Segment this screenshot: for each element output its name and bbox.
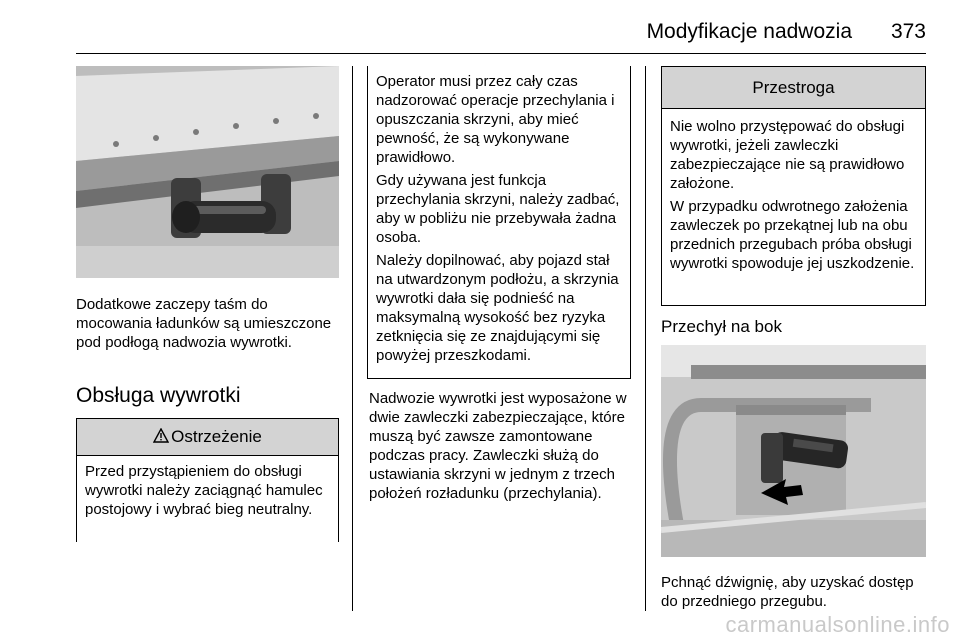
caution-box [661, 66, 926, 306]
column-divider-1 [352, 66, 353, 611]
notice-paragraph: Operator musi przez cały czas nadzorować operacje przechylania i opuszczania skrzyni, aby mieć pewność, że są wykonywane prawidłowo. [376, 73, 615, 166]
caution-paragraph: W przypadku odwrotnego założenia zawleczek po przekątnej lub na obu przednich przegubach próba obsługi wywrotki spowoduje jej uszkodzenie. [670, 198, 915, 272]
sub-heading: Przechył na bok [661, 317, 782, 336]
header-divider [76, 53, 926, 54]
tie-down-hook-photo [76, 66, 339, 278]
warning-text: Przed przystąpieniem do obsługi wywrotki należy zaciągnąć hamulec postojowy i wybrać bieg neutralny. [85, 463, 323, 518]
page-title: Modyfikacje nadwozia [646, 20, 852, 43]
caution-text [662, 109, 925, 273]
tipper-pins-paragraph: Nadwozie wywrotki jest wyposażone w dwie zawleczki zabezpieczające, które muszą być zawsze zamontowane podczas pracy. Zawleczki służą do ustawiania skrzyni w jednym z trzech położeń rozładunku (przechylania). [369, 390, 627, 502]
caution-paragraph: Nie wolno przystępować do obsługi wywrotki, jeżeli zawleczki zabezpieczające nie są prawidłowo założone. [670, 118, 905, 192]
notice-paragraph: Gdy używana jest funkcja przechylania skrzyni, należy zadbać, aby w pobliżu nie przebywała żadna osoba. [376, 172, 620, 246]
column-divider-2 [645, 66, 646, 611]
caution-header: Przestroga [662, 67, 925, 109]
warning-box [76, 418, 339, 542]
notice-paragraph: Należy dopilnować, aby pojazd stał na utwardzonym podłożu, a skrzynia wywrotki dała się podnieść na maksymalną wysokość bez ryzyka zetknięcia się ze znajdującymi się powyżej przeszkodami. [376, 252, 619, 364]
warning-icon [153, 419, 169, 455]
lever-illustration [661, 345, 926, 557]
operator-notice-text [368, 66, 630, 365]
watermark: carmanualsonline.info [725, 612, 950, 637]
warning-header [77, 419, 338, 456]
operator-notice-box [367, 66, 631, 379]
lever-caption: Pchnąć dźwignię, aby uzyskać dostęp do przedniego przegubu. [661, 574, 914, 610]
section-heading: Obsługa wywrotki [76, 384, 241, 407]
tie-down-hook-illustration [76, 66, 339, 278]
lever-photo [661, 345, 926, 557]
intro-paragraph: Dodatkowe zaczepy taśm do mocowania ładunków są umieszczone pod podłogą nadwozia wywrotki. [76, 296, 332, 351]
warning-title: Ostrzeżenie [171, 427, 262, 446]
page-number: 373 [890, 20, 926, 43]
